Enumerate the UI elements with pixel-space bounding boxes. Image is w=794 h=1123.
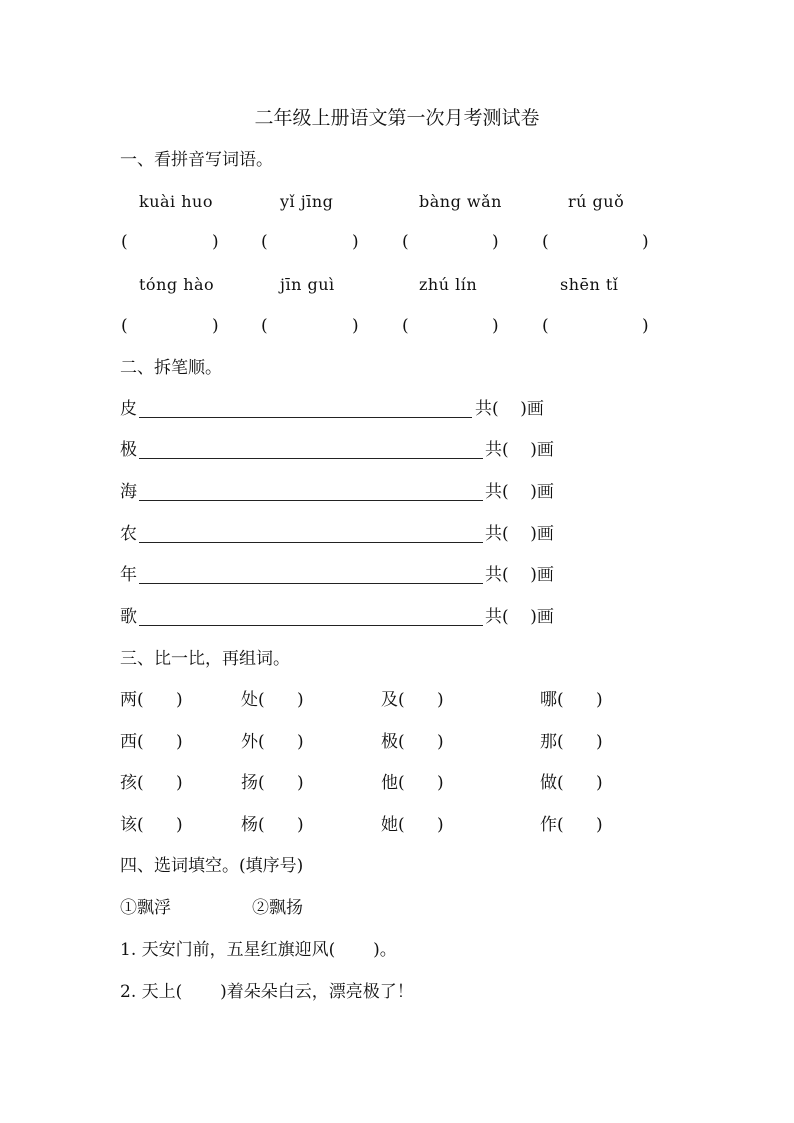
page-title: 二年级上册语文第一次月考测试卷 <box>254 107 540 129</box>
pinyin-8: shēn tǐ <box>560 275 619 294</box>
word-item: 处( ) <box>241 690 304 710</box>
word-item: 两( ) <box>120 690 183 710</box>
word-item: 西( ) <box>120 732 183 752</box>
answer-paren-close: ) <box>642 316 649 336</box>
word-item: 孩( ) <box>120 773 183 793</box>
option-1: ①飘浮 <box>120 898 171 918</box>
word-item: 极( ) <box>381 732 444 752</box>
stroke-char-6: 歌 <box>120 607 137 627</box>
answer-underline <box>139 417 472 418</box>
section-heading-2: 二、拆笔顺。 <box>120 358 222 378</box>
answer-paren-close: ) <box>352 316 359 336</box>
answer-underline <box>139 583 483 584</box>
stroke-count-2: 共( )画 <box>485 440 554 460</box>
word-item: 扬( ) <box>241 773 304 793</box>
word-item: 哪( ) <box>540 690 603 710</box>
answer-paren-open: ( <box>261 232 268 252</box>
answer-paren-open: ( <box>542 232 549 252</box>
pinyin-2: yǐ jīng <box>280 192 334 211</box>
answer-paren-open: ( <box>402 316 409 336</box>
section-heading-4: 四、选词填空。(填序号) <box>120 856 304 876</box>
pinyin-1: kuài huo <box>139 192 213 211</box>
word-item: 那( ) <box>540 732 603 752</box>
answer-paren-open: ( <box>121 232 128 252</box>
word-item: 外( ) <box>241 732 304 752</box>
stroke-count-1: 共( )画 <box>475 399 544 419</box>
word-item: 该( ) <box>120 815 183 835</box>
stroke-char-1: 皮 <box>120 399 137 419</box>
section-heading-1: 一、看拼音写词语。 <box>120 150 273 170</box>
answer-underline <box>139 542 483 543</box>
stroke-count-3: 共( )画 <box>485 482 554 502</box>
answer-paren-open: ( <box>121 316 128 336</box>
stroke-count-4: 共( )画 <box>485 524 554 544</box>
pinyin-4: rú guǒ <box>568 192 625 211</box>
word-item: 杨( ) <box>241 815 304 835</box>
word-item: 做( ) <box>540 773 603 793</box>
pinyin-7: zhú lín <box>419 275 478 294</box>
answer-underline <box>139 458 483 459</box>
pinyin-6: jīn guì <box>280 275 335 294</box>
pinyin-5: tóng hào <box>139 275 215 294</box>
word-item: 她( ) <box>381 815 444 835</box>
answer-paren-close: ) <box>212 232 219 252</box>
stroke-char-2: 极 <box>120 440 137 460</box>
answer-paren-close: ) <box>492 232 499 252</box>
stroke-char-4: 农 <box>120 524 137 544</box>
answer-underline <box>139 625 483 626</box>
pinyin-3: bàng wǎn <box>419 192 502 211</box>
section-heading-3: 三、比一比，再组词。 <box>120 649 290 669</box>
word-item: 及( ) <box>381 690 444 710</box>
stroke-count-6: 共( )画 <box>485 607 554 627</box>
answer-paren-open: ( <box>542 316 549 336</box>
answer-paren-close: ) <box>642 232 649 252</box>
question-1: 1. 天安门前，五星红旗迎风( )。 <box>120 940 397 960</box>
answer-paren-close: ) <box>212 316 219 336</box>
word-item: 作( ) <box>540 815 603 835</box>
question-2: 2. 天上( )着朵朵白云，漂亮极了！ <box>120 982 414 1002</box>
stroke-char-3: 海 <box>120 482 137 502</box>
answer-underline <box>139 500 483 501</box>
word-item: 他( ) <box>381 773 444 793</box>
stroke-char-5: 年 <box>120 565 137 585</box>
stroke-count-5: 共( )画 <box>485 565 554 585</box>
answer-paren-open: ( <box>402 232 409 252</box>
answer-paren-close: ) <box>492 316 499 336</box>
option-2: ②飘扬 <box>252 898 303 918</box>
answer-paren-close: ) <box>352 232 359 252</box>
answer-paren-open: ( <box>261 316 268 336</box>
